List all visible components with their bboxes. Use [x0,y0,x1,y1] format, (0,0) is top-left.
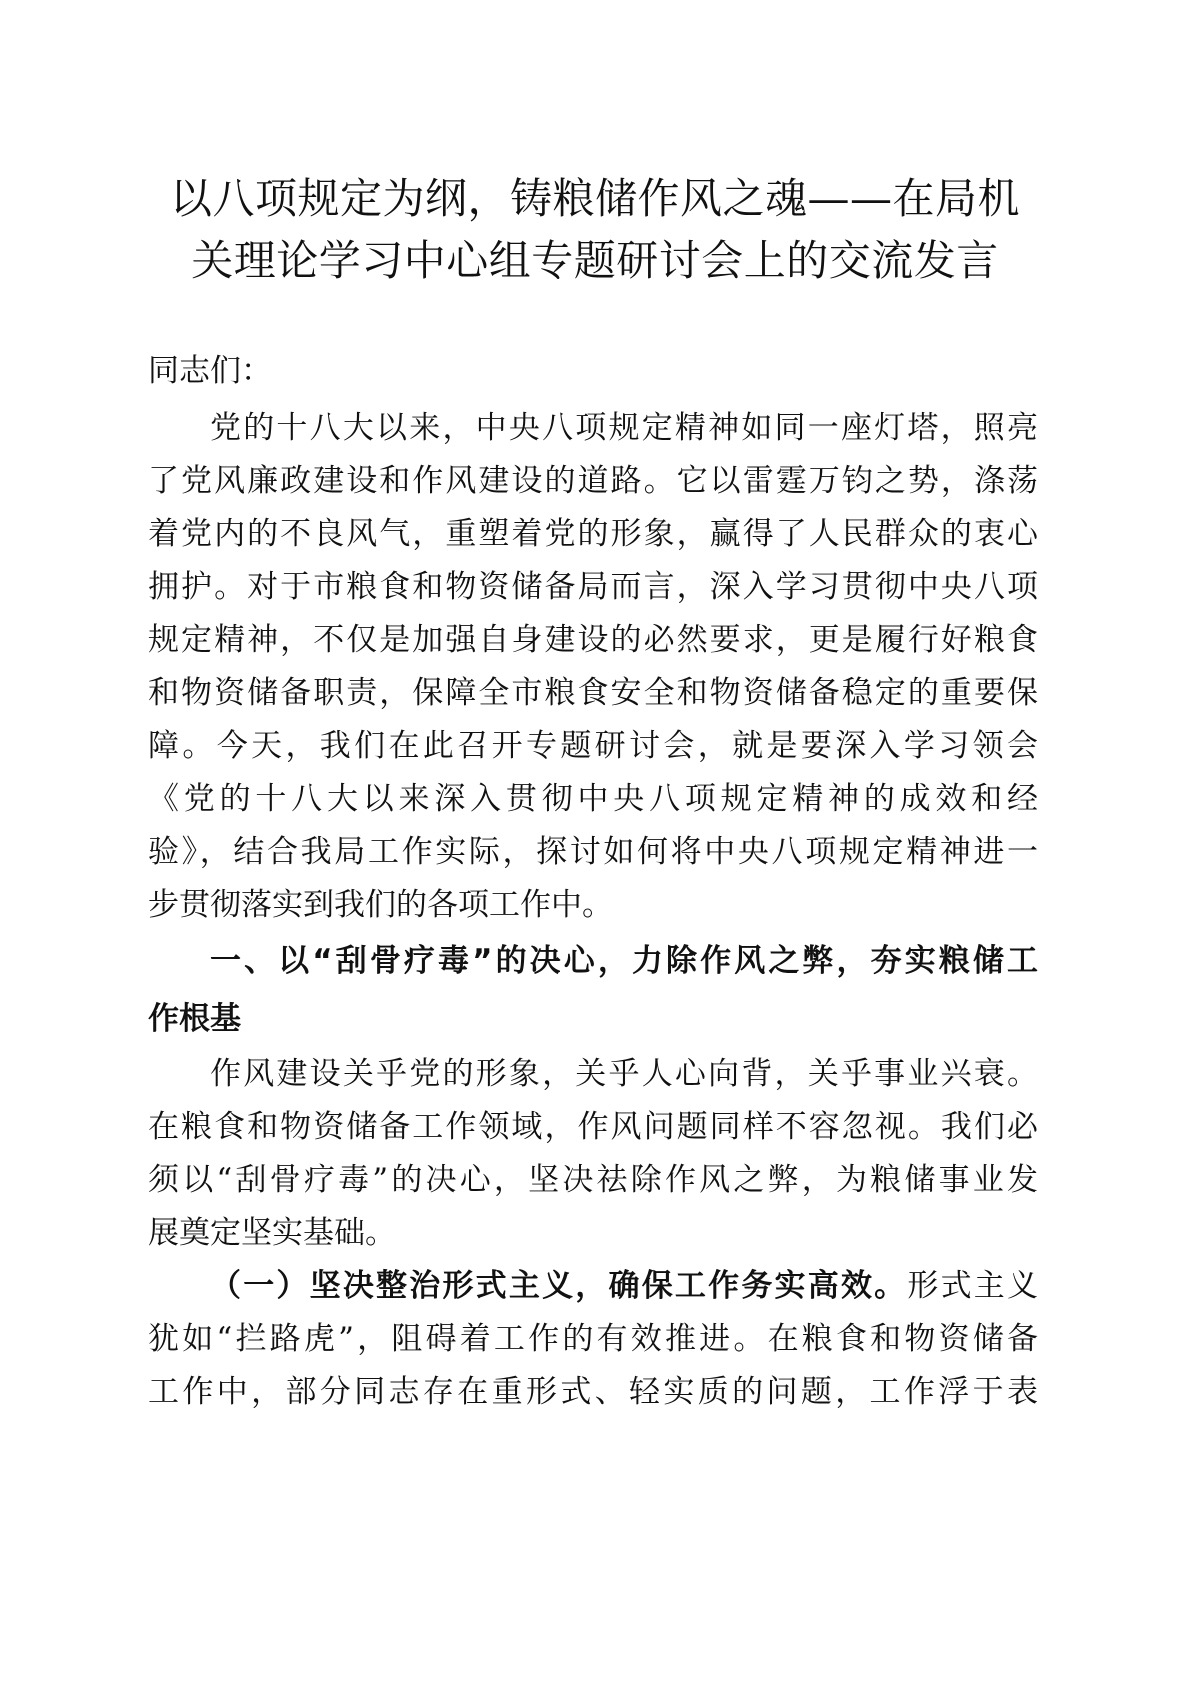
paragraph-line: 障。今天，我们在此召开专题研讨会，就是要深入学习领会 [148,728,1038,764]
title-line-1: 以八项规定为纲，铸粮储作风之魂——在局机 [169,174,1020,223]
paragraph-line: 展奠定坚实基础。 [148,1215,396,1251]
title-line-2: 关理论学习中心组专题研讨会上的交流发言 [191,236,999,285]
salutation: 同志们： [148,353,272,389]
paragraph-line: 须以“刮骨疗毒”的决心，坚决祛除作风之弊，为粮储事业发 [148,1162,1038,1198]
heading-line: 一、以“刮骨疗毒”的决心，力除作风之弊，夯实粮储工 [210,943,1038,979]
paragraph-line: 拥护。对于市粮食和物资储备局而言，深入学习贯彻中央八项 [148,569,1038,605]
paragraph-line: 工作中，部分同志存在重形式、轻实质的问题，工作浮于表 [148,1374,1038,1410]
paragraph-line: 规定精神，不仅是加强自身建设的必然要求，更是履行好粮食 [148,622,1038,658]
paragraph-line: 步贯彻落实到我们的各项工作中。 [148,887,613,923]
paragraph-line: 着党内的不良风气，重塑着党的形象，赢得了人民群众的衷心 [148,516,1038,552]
subsection-lead-rest: 形式主义 [907,1268,1038,1304]
paragraph-section-1 [148,1048,1038,1260]
paragraph-line: 了党风廉政建设和作风建设的道路。它以雷霆万钧之势，涤荡 [148,463,1038,499]
paragraph-line [148,1260,1038,1313]
paragraph-line: 和物资储备职责，保障全市粮食安全和物资储备稳定的重要保 [148,675,1038,711]
paragraph-line: 《党的十八大以来深入贯彻中央八项规定精神的成效和经 [148,781,1038,817]
paragraph-line: 在粮食和物资储备工作领域，作风问题同样不容忽视。我们必 [148,1109,1038,1145]
paragraph-line: 验》，结合我局工作实际，探讨如何将中央八项规定精神进一 [148,834,1038,870]
section-heading-1 [148,932,1038,1048]
paragraph-subsection-1 [148,1260,1038,1419]
paragraph-intro [148,402,1038,932]
paragraph-line: 作风建设关乎党的形象，关乎人心向背，关乎事业兴衰。 [210,1056,1038,1092]
paragraph-line: 党的十八大以来，中央八项规定精神如同一座灯塔，照亮 [210,410,1038,446]
subsection-lead: （一）坚决整治形式主义，确保工作务实高效。 [210,1268,908,1304]
paragraph-line: 犹如“拦路虎”，阻碍着工作的有效推进。在粮食和物资储备 [148,1321,1038,1357]
document-title [150,168,1040,292]
heading-line: 作根基 [148,1001,241,1037]
document-body [148,340,1038,1419]
